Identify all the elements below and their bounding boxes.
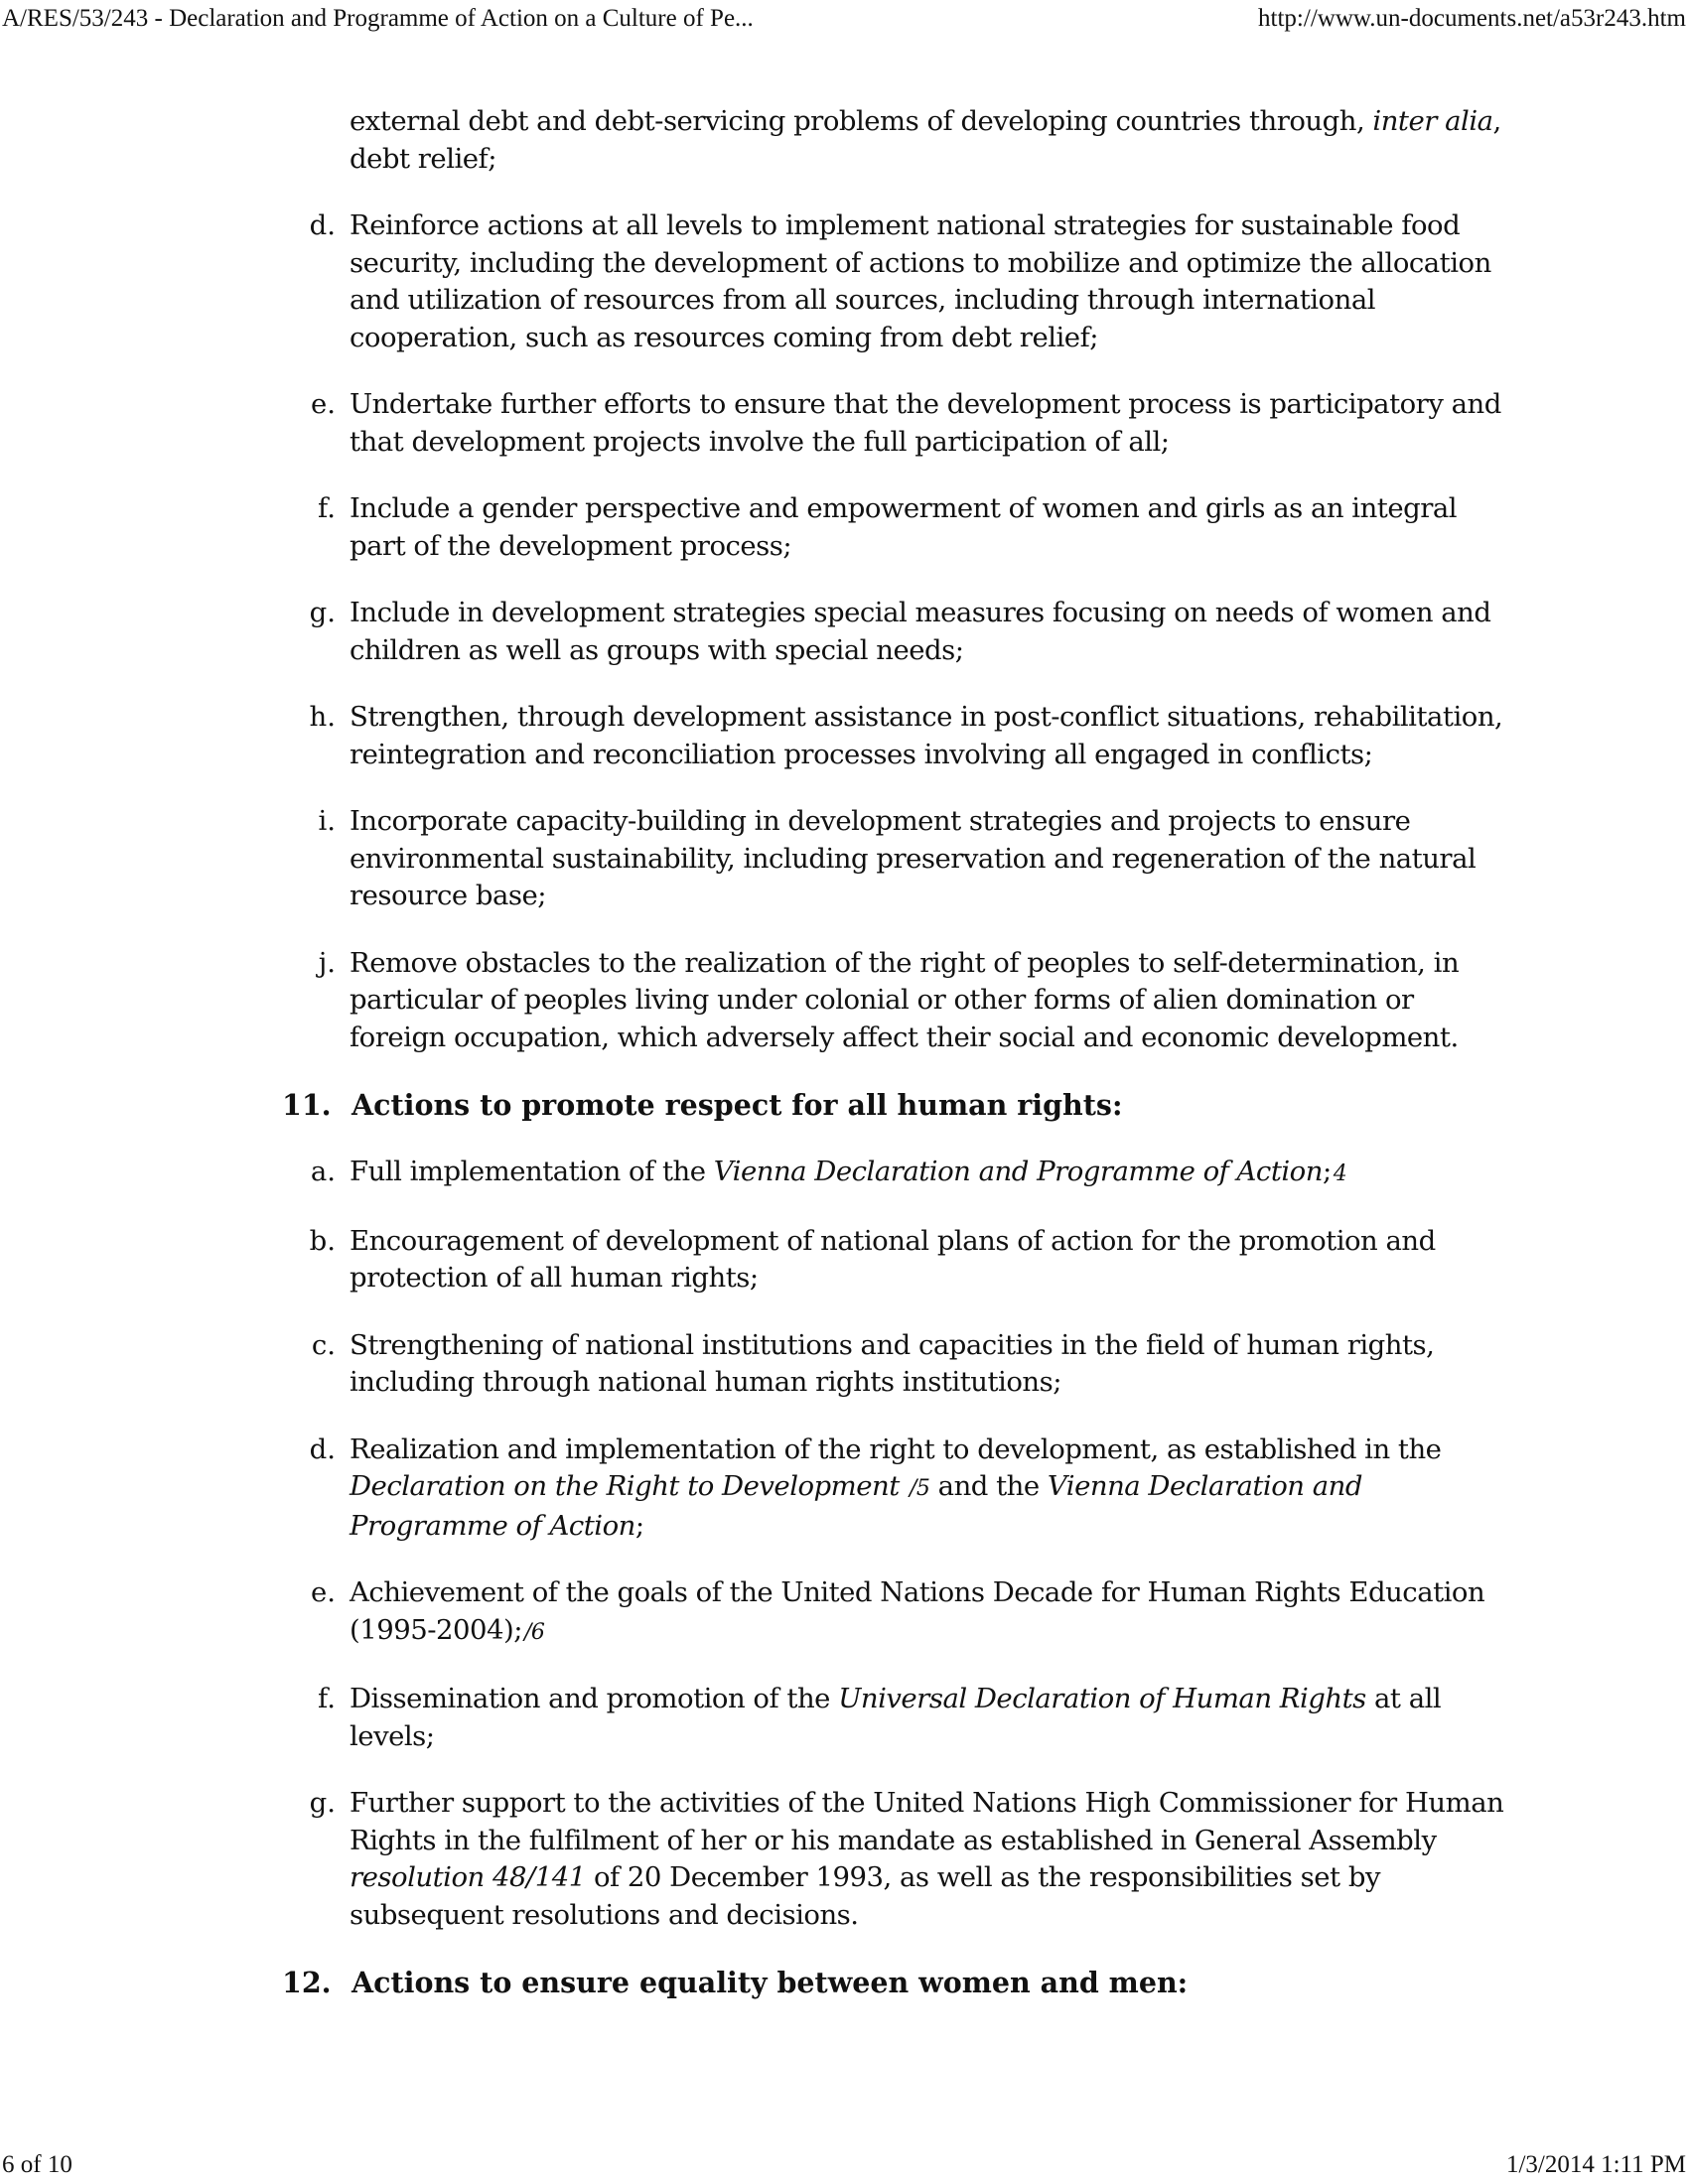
text-run: at all levels; bbox=[350, 1683, 1442, 1752]
list-marker: d. bbox=[309, 1433, 336, 1465]
footnote-ref[interactable]: 4 bbox=[1333, 1161, 1347, 1186]
text-run: Achievement of the goals of the United Nations Decade for Human Rights Education (1995-2004); bbox=[350, 1576, 1485, 1646]
section-heading-12 bbox=[282, 1964, 1511, 2001]
list-marker: g. bbox=[309, 597, 336, 628]
italic-title: Universal Declaration of Human Rights bbox=[838, 1683, 1366, 1714]
section-title: Actions to ensure equality between women and men: bbox=[352, 1966, 1189, 1999]
list-item-11f bbox=[290, 1681, 1511, 1755]
document-body bbox=[282, 103, 1511, 2031]
list-item-text: Reinforce actions at all levels to implement national strategies for sustainable food security, including the development of actions to mobilize and optimize the allocation and utilization of resources from all sources, including through international cooperation, such as resources coming from debt relief; bbox=[350, 209, 1491, 353]
print-datetime: 1/3/2014 1:11 PM bbox=[1505, 2151, 1686, 2178]
list-item-text: Include a gender perspective and empowerment of women and girls as an integral part of the development process; bbox=[350, 492, 1458, 562]
section-heading-11 bbox=[282, 1086, 1511, 1124]
list-item-10f bbox=[290, 490, 1511, 565]
list-item-text bbox=[350, 1681, 1511, 1755]
list-item-text bbox=[350, 1432, 1511, 1546]
text-run: Dissemination and promotion of the bbox=[350, 1683, 839, 1714]
list-marker: c. bbox=[311, 1328, 336, 1361]
list-marker: g. bbox=[309, 1787, 336, 1819]
list-item-text: Undertake further efforts to ensure that the development process is participatory and that development projects involve the full participation of all; bbox=[350, 388, 1501, 458]
italic-title: Declaration on the Right to Development bbox=[350, 1470, 900, 1502]
list-marker: a. bbox=[310, 1156, 336, 1187]
list-marker: e. bbox=[310, 1576, 336, 1608]
continuation-paragraph bbox=[290, 103, 1511, 178]
italic-title: Vienna Declaration and Programme of Action bbox=[713, 1156, 1323, 1187]
list-marker: h. bbox=[309, 701, 336, 733]
list-item-11c bbox=[290, 1327, 1511, 1402]
list-item-10g bbox=[290, 595, 1511, 669]
list-item-10e bbox=[290, 386, 1511, 461]
print-header-url: http://www.un-documents.net/a53r243.htm bbox=[1258, 5, 1686, 32]
text-run: and the bbox=[929, 1470, 1048, 1502]
list-item-11g bbox=[290, 1785, 1511, 1934]
list-item-text: Remove obstacles to the realization of the right of peoples to self-determination, in particular of peoples living under colonial or other forms of alien domination or foreign occupation, which adversely affect their social and economic development. bbox=[350, 946, 1460, 1053]
list-marker: f. bbox=[318, 492, 336, 524]
list-item-11b bbox=[290, 1223, 1511, 1297]
list-item-text: Encouragement of development of national plans of action for the promotion and protection of all human rights; bbox=[350, 1224, 1436, 1294]
text-run: Further support to the activities of the United Nations High Commissioner for Human Rights in the fulfilment of her or his mandate as established in General Assembly bbox=[350, 1787, 1504, 1856]
list-item-10h bbox=[290, 699, 1511, 773]
list-item-text: Include in development strategies special measures focusing on needs of women and children as well as groups with special needs; bbox=[350, 597, 1491, 666]
section-number: 12. bbox=[282, 1966, 332, 1999]
list-item-11e bbox=[290, 1574, 1511, 1651]
list-item-text bbox=[350, 1154, 1511, 1193]
list-marker: i. bbox=[318, 805, 336, 837]
list-item-text: Incorporate capacity-building in development strategies and projects to ensure environmental sustainability, including preservation and regeneration of the natural resource base; bbox=[350, 805, 1477, 911]
footnote-ref[interactable]: /6 bbox=[524, 1619, 545, 1645]
continuation-italic: inter alia bbox=[1372, 105, 1493, 137]
list-item-text: Strengthen, through development assistance in post-conflict situations, rehabilitation, reintegration and reconciliation processes involving all engaged in conflicts; bbox=[350, 701, 1503, 770]
list-item-10i bbox=[290, 803, 1511, 915]
text-run: Full implementation of the bbox=[350, 1156, 714, 1187]
list-item-10d bbox=[290, 207, 1511, 356]
list-item-text: Strengthening of national institutions and capacities in the field of human rights, including through national human rights institutions; bbox=[350, 1328, 1435, 1398]
continuation-text: external debt and debt-servicing problems of developing countries through, bbox=[350, 105, 1373, 137]
text-run: of 20 December 1993, as well as the responsibilities set by subsequent resolutions and decisions. bbox=[350, 1861, 1380, 1931]
list-item-11d bbox=[290, 1432, 1511, 1546]
footnote-ref[interactable]: /5 bbox=[910, 1476, 930, 1501]
list-marker: j. bbox=[318, 946, 336, 979]
list-item-11a bbox=[290, 1154, 1511, 1193]
list-item-10j bbox=[290, 945, 1511, 1057]
italic-link[interactable]: resolution 48/141 bbox=[350, 1861, 586, 1893]
list-item-text bbox=[350, 1574, 1511, 1651]
list-marker: f. bbox=[318, 1683, 336, 1714]
print-header-title: A/RES/53/243 - Declaration and Programme of Action on a Culture of Pe... bbox=[2, 5, 754, 32]
list-marker: e. bbox=[310, 388, 336, 420]
continuation-after: , debt relief; bbox=[350, 105, 1501, 175]
page-indicator: 6 of 10 bbox=[2, 2151, 72, 2178]
text-run: ; bbox=[1322, 1156, 1332, 1187]
text-run: ; bbox=[634, 1509, 644, 1542]
section-title: Actions to promote respect for all human rights: bbox=[352, 1088, 1123, 1122]
text-run: Realization and implementation of the right to development, as established in the bbox=[350, 1433, 1442, 1465]
list-item-text bbox=[350, 1785, 1511, 1934]
list-marker: d. bbox=[309, 209, 336, 241]
section-number: 11. bbox=[282, 1088, 332, 1122]
italic-title: Vienna Declaration and Programme of Action bbox=[350, 1470, 1362, 1542]
list-marker: b. bbox=[309, 1224, 336, 1257]
